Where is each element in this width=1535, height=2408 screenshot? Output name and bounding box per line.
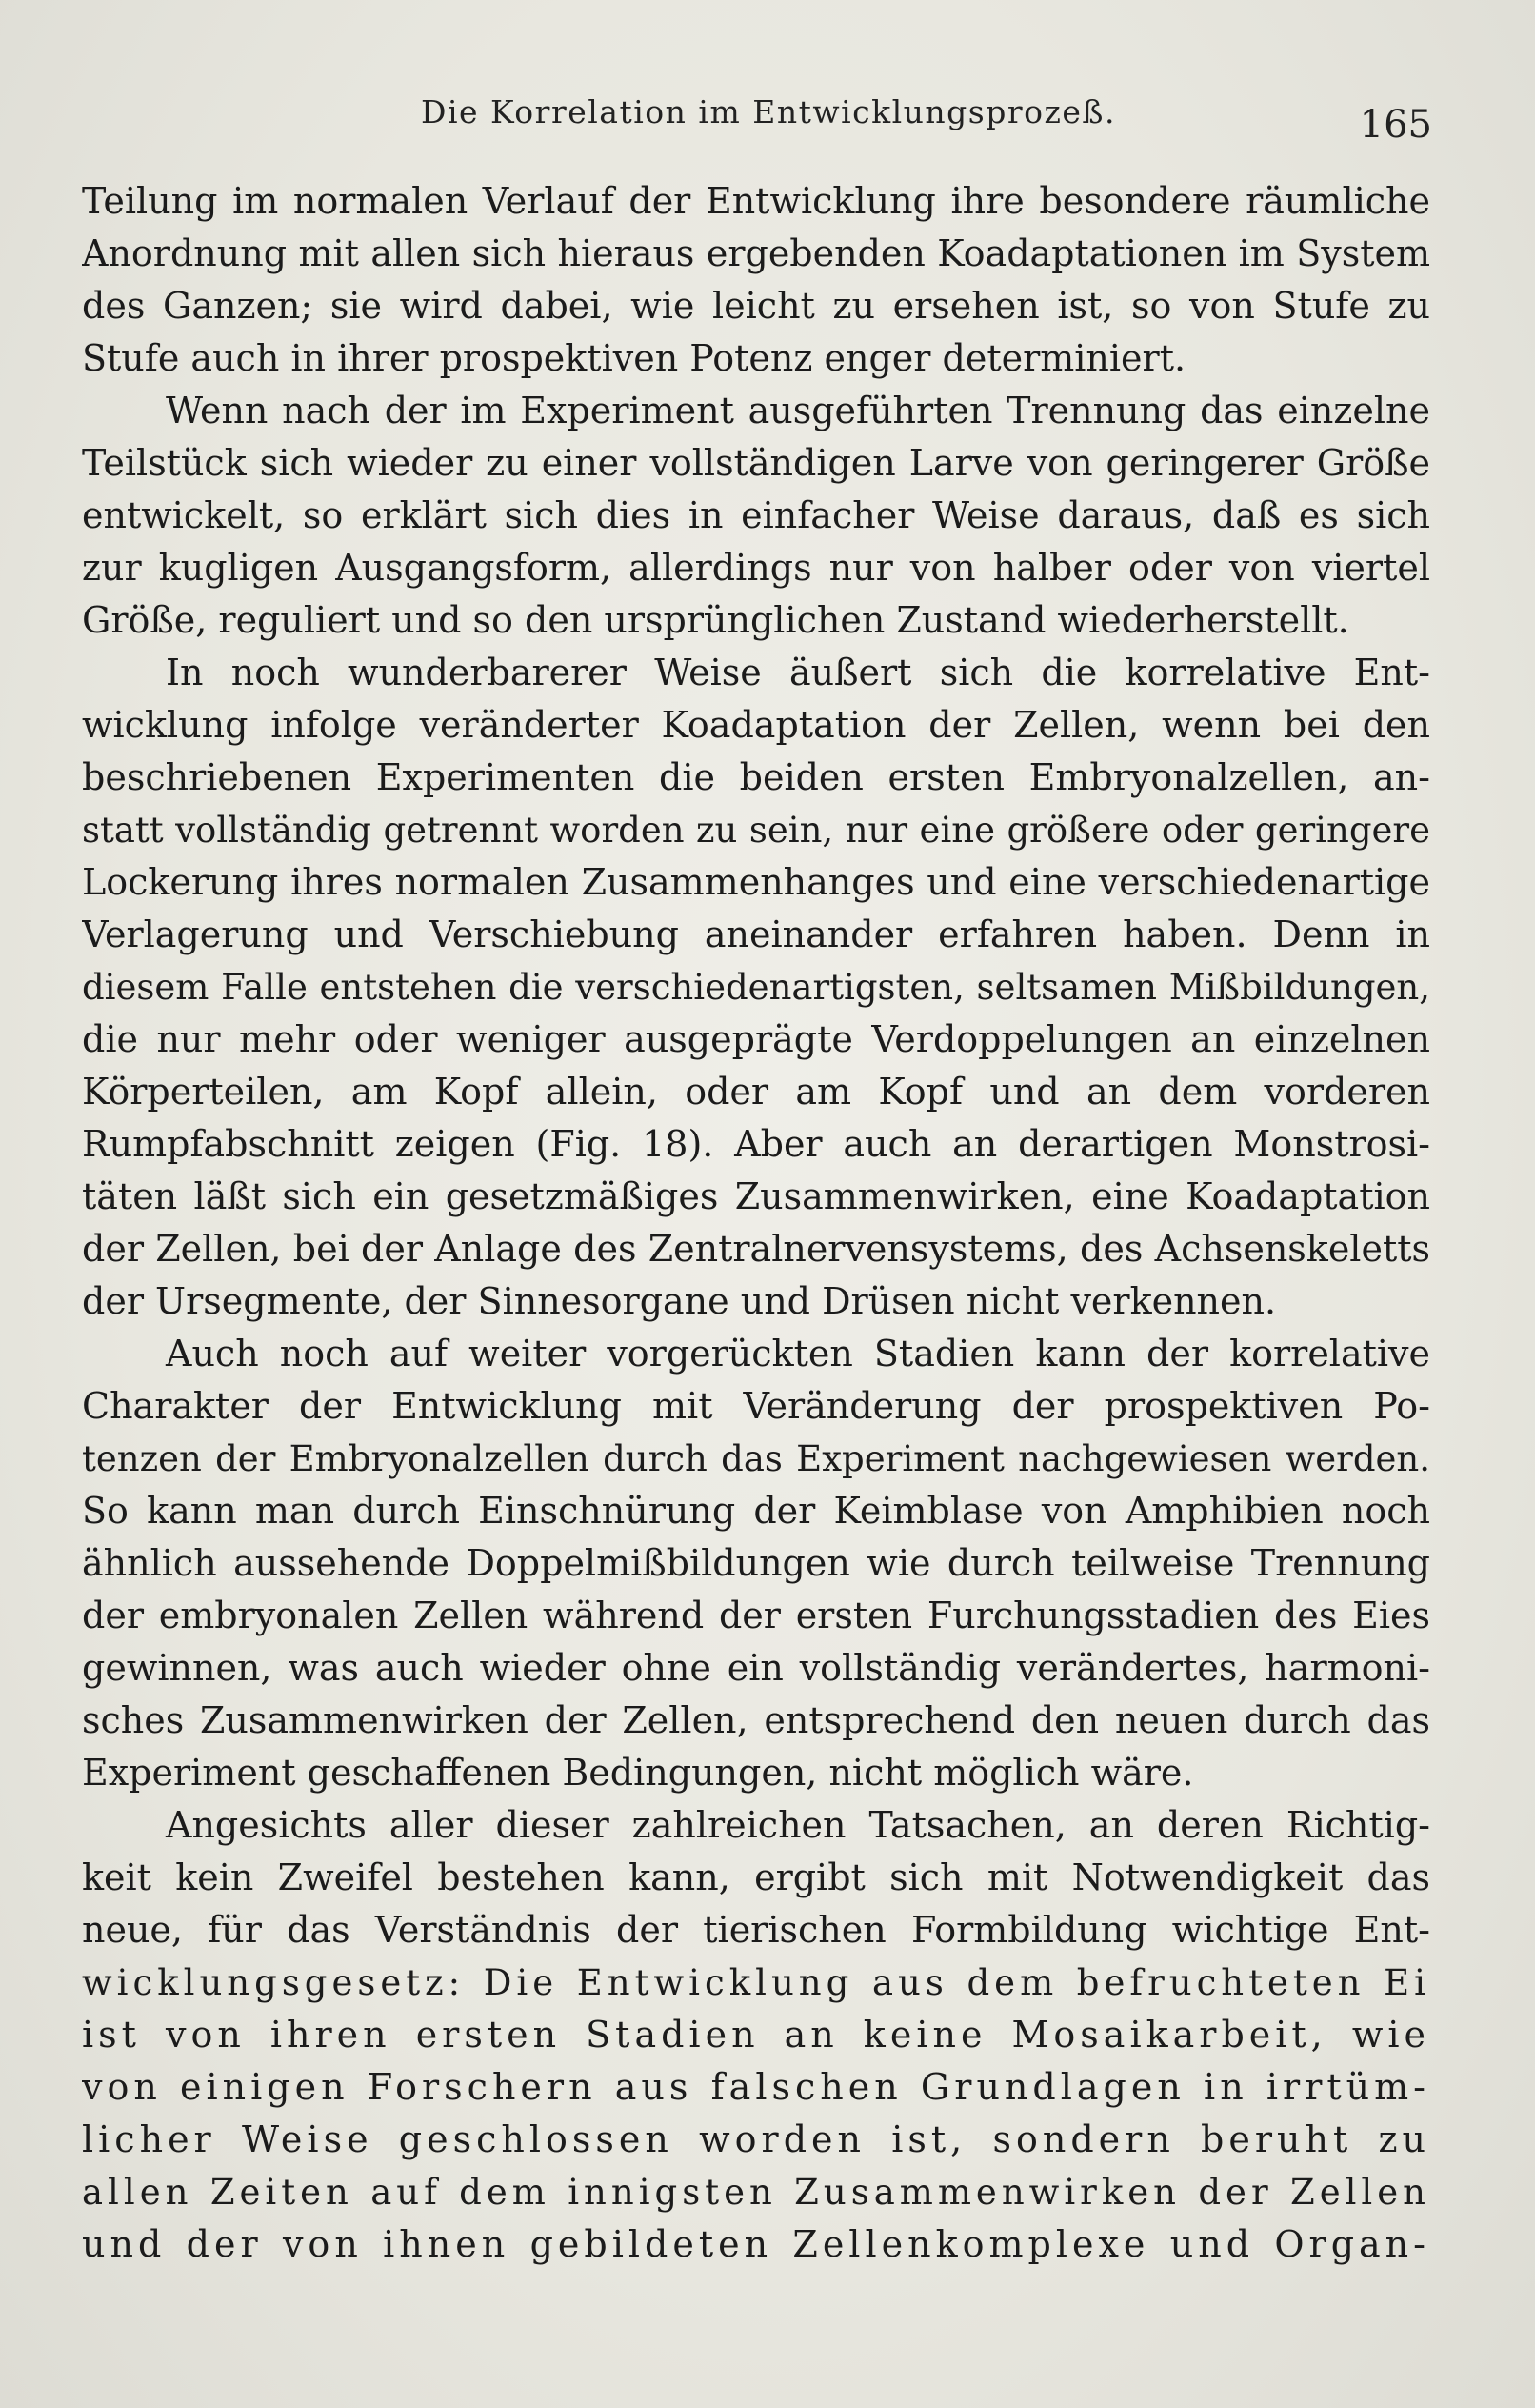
text-line: Charakter der Entwicklung mit Veränderung der prospektiven Po- (82, 1385, 1430, 1427)
text-line: der Ursegmente, der Sinnesorgane und Drüsen nicht verkennen. (82, 1280, 1277, 1322)
text-line: beschriebenen Experimenten die beiden ersten Embryonalzellen, an- (82, 756, 1430, 798)
text-line: Verlagerung und Verschiebung aneinander erfahren haben. Denn in (82, 913, 1430, 955)
text-line: des Ganzen; sie wird dabei, wie leicht zu ersehen ist, so von Stufe zu (82, 285, 1430, 327)
text-line: von einigen Forschern aus falschen Grundlagen in irrtüm- (82, 2066, 1430, 2108)
text-line: und der von ihnen gebildeten Zellenkomplexe und Organ- (82, 2223, 1430, 2265)
text-line: Lockerung ihres normalen Zusammenhanges und eine verschiedenartige (82, 861, 1430, 903)
text-line: keit kein Zweifel bestehen kann, ergibt sich mit Notwendigkeit das (82, 1856, 1430, 1898)
running-head: Die Korrelation im Entwicklungsprozeß. (421, 93, 1116, 130)
text-line: zur kugligen Ausgangsform, allerdings nur von halber oder von viertel (82, 547, 1430, 589)
text-line: Rumpfabschnitt zeigen (Fig. 18). Aber auch an derartigen Monstrosi- (82, 1123, 1430, 1165)
text-line: sches Zusammenwirken der Zellen, entsprechend den neuen durch das (82, 1699, 1430, 1741)
text-line: täten läßt sich ein gesetzmäßiges Zusammenwirken, eine Koadaptation (82, 1175, 1430, 1217)
text-line: Teilstück sich wieder zu einer vollständigen Larve von geringerer Größe (82, 442, 1430, 484)
text-line: licher Weise geschlossen worden ist, sondern beruht zu (82, 2118, 1430, 2160)
body-text (82, 175, 1430, 2271)
page-number: 165 (1359, 103, 1432, 147)
text-line: In noch wunderbarerer Weise äußert sich die korrelative Ent- (166, 652, 1430, 693)
text-line: die nur mehr oder weniger ausgeprägte Verdoppelungen an einzelnen (82, 1018, 1430, 1060)
text-line: neue, für das Verständnis der tierischen Formbildung wichtige Ent- (82, 1909, 1430, 1951)
text-line: Stufe auch in ihrer prospektiven Potenz enger determiniert. (82, 337, 1186, 379)
text-line: entwickelt, so erklärt sich dies in einfacher Weise daraus, daß es sich (82, 494, 1430, 536)
text-line: ähnlich aussehende Doppelmißbildungen wie durch teilweise Trennung (82, 1542, 1430, 1584)
text-line: Körperteilen, am Kopf allein, oder am Kopf und an dem vorderen (82, 1071, 1430, 1113)
text-line: Angesichts aller dieser zahlreichen Tatsachen, an deren Richtig- (166, 1804, 1430, 1846)
text-line: allen Zeiten auf dem innigsten Zusammenwirken der Zellen (82, 2172, 1430, 2213)
text-line: diesem Falle entstehen die verschiedenartigsten, seltsamen Mißbildungen, (82, 967, 1430, 1008)
text-line: Auch noch auf weiter vorgerückten Stadien kann der korrelative (166, 1333, 1430, 1375)
text-line: gewinnen, was auch wieder ohne ein vollständig verändertes, harmoni- (82, 1647, 1430, 1689)
text-line: Experiment geschaffenen Bedingungen, nicht möglich wäre. (82, 1752, 1194, 1794)
text-line: So kann man durch Einschnürung der Keimblase von Amphibien noch (82, 1490, 1430, 1532)
text-line: der embryonalen Zellen während der ersten Furchungsstadien des Eies (82, 1595, 1430, 1636)
text-line: wicklungsgesetz: Die Entwicklung aus dem befruchteten Ei (82, 1962, 1430, 2003)
page-header (76, 88, 1432, 154)
text-line: Anordnung mit allen sich hieraus ergebenden Koadaptationen im System (82, 232, 1430, 274)
text-line: wicklung infolge veränderter Koadaptation der Zellen, wenn bei den (82, 704, 1430, 746)
text-line: tenzen der Embryonalzellen durch das Experiment nachgewiesen werden. (82, 1438, 1430, 1479)
text-line: ist von ihren ersten Stadien an keine Mosaikarbeit, wie (82, 2014, 1430, 2056)
text-line: Wenn nach der im Experiment ausgeführten Trennung das einzelne (166, 390, 1430, 431)
text-line: Größe, reguliert und so den ursprünglichen Zustand wiederherstellt. (82, 599, 1349, 641)
text-line: Teilung im normalen Verlauf der Entwicklung ihre besondere räumliche (82, 180, 1430, 222)
text-line: statt vollständig getrennt worden zu sein, nur eine größere oder geringere (82, 810, 1430, 851)
text-line: der Zellen, bei der Anlage des Zentralnervensystems, des Achsenskeletts (82, 1228, 1430, 1270)
